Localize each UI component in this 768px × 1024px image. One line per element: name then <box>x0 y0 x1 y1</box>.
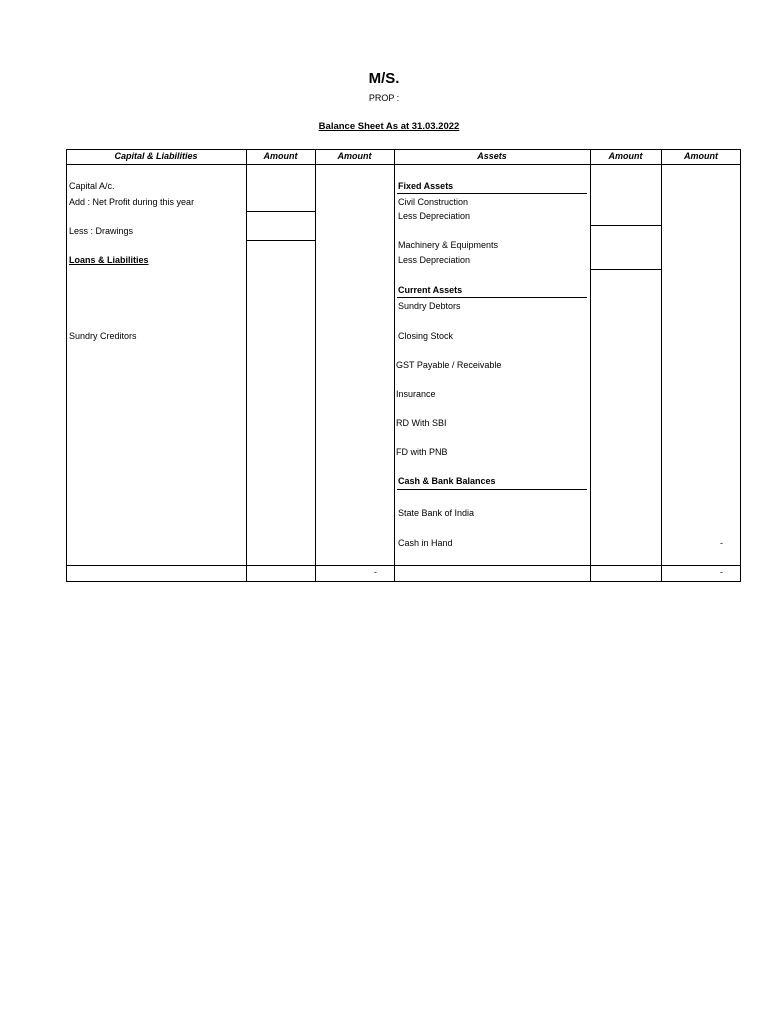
heading-underline <box>397 297 587 298</box>
current-assets-heading: Current Assets <box>398 285 463 295</box>
sundry-creditors-row: Sundry Creditors <box>69 331 137 341</box>
header-capital-liabilities: Capital & Liabilities <box>114 151 198 161</box>
col-divider <box>661 149 662 582</box>
amount-subtotal-line <box>590 225 661 226</box>
heading-underline <box>397 193 587 194</box>
header-amount: Amount <box>608 151 643 161</box>
cash-in-hand-row: Cash in Hand <box>398 538 453 548</box>
net-profit-row: Add : Net Profit during this year <box>69 197 195 207</box>
amount-subtotal-line <box>246 211 315 212</box>
rd-sbi-row: RD With SBI <box>396 418 447 428</box>
heading-underline <box>397 489 587 490</box>
total-assets-amount: - <box>720 567 723 577</box>
proprietor-label: PROP : <box>368 93 400 103</box>
loans-liabilities-heading: Loans & Liabilities <box>69 255 149 265</box>
col-divider <box>246 149 247 582</box>
header-amount: Amount <box>337 151 372 161</box>
amount-subtotal-line <box>590 269 661 270</box>
fd-pnb-row: FD with PNB <box>396 447 448 457</box>
col-divider <box>590 149 591 582</box>
header-amount: Amount <box>684 151 718 161</box>
gst-row: GST Payable / Receivable <box>396 360 502 370</box>
amount-subtotal-line <box>246 240 315 241</box>
header-amount: Amount <box>263 151 298 161</box>
drawings-row: Less : Drawings <box>69 226 134 236</box>
cash-bank-heading: Cash & Bank Balances <box>398 476 496 486</box>
balance-sheet-title <box>0 121 768 132</box>
col-divider <box>315 149 316 582</box>
header-assets: Assets <box>477 151 507 161</box>
total-liabilities-amount: - <box>374 567 377 577</box>
machinery-row: Machinery & Equipments <box>398 240 499 250</box>
civil-construction-row: Civil Construction <box>398 197 469 207</box>
balance-sheet-title-text: Balance Sheet As at 31.03.2022 <box>318 121 460 132</box>
sundry-debtors-row: Sundry Debtors <box>398 301 461 311</box>
cash-in-hand-amount: - <box>720 538 723 548</box>
fixed-assets-heading: Fixed Assets <box>398 181 454 191</box>
col-divider <box>394 149 395 582</box>
header-row-divider <box>66 164 741 165</box>
state-bank-row: State Bank of India <box>398 508 475 518</box>
insurance-row: Insurance <box>396 389 436 399</box>
totals-row-divider <box>66 565 741 566</box>
capital-account: Capital A/c. <box>69 181 115 191</box>
closing-stock-row: Closing Stock <box>398 331 454 341</box>
less-depreciation-row: Less Depreciation <box>398 211 471 221</box>
less-depreciation-row: Less Depreciation <box>398 255 471 265</box>
firm-name: M/S. <box>368 70 400 87</box>
